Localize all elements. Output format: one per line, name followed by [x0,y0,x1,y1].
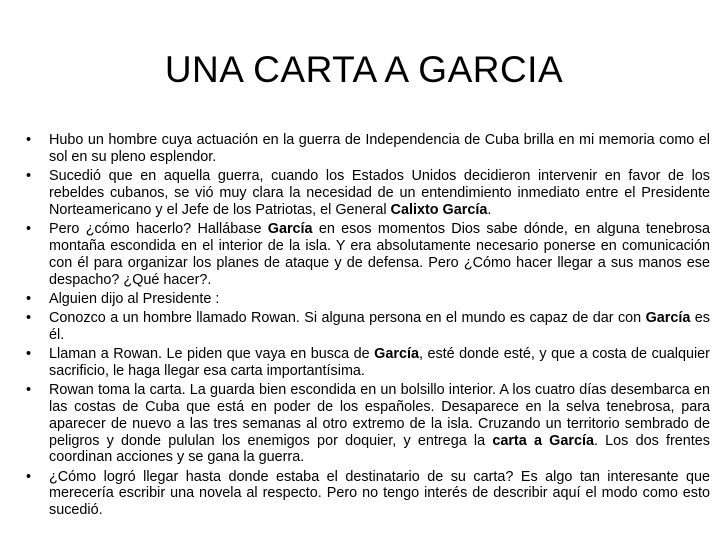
bold-name: carta a García [492,432,594,449]
bold-name: García [645,309,691,326]
bullet-icon: • [26,381,32,398]
bullet-icon: • [26,345,32,362]
bullet-text: Pero ¿cómo hacerlo? Hallábase [49,220,268,237]
bullet-icon: • [26,220,32,237]
slide-title: UNA CARTA A GARCIA [164,49,564,90]
bullet-icon: • [26,168,32,184]
bullet-icon: • [26,468,32,485]
bullet-item-2 [26,168,710,219]
bullet-text: Sucedió que en aquella guerra, cuando los Estados Unidos decidieron intervenir en favor de los rebeldes cubanos, se vió muy clara la necesidad de un entendimiento inmediato entre el Presidente Norteamericano y el Jefe de los Patriotas, el General [49,168,710,218]
bullet-text: Rowan toma la carta. La guarda bien escondida en un bolsillo interior. A los cuatro días desembarca en las costas de Cuba que está en poder de los españoles. Desaparece en la selva tenebrosa, para aparecer de nuevo a las tres semanas al otro extremo de la isla. Cruzando un territorio sembrado de peligros y donde pululan los enemigos por doquier, y entrega la [49,381,710,449]
bullet-item-5 [26,310,710,344]
bullet-text: es él. [49,309,710,343]
bullet-item-6 [26,346,710,380]
bullet-icon: • [26,290,32,307]
bullet-text: . [487,201,492,218]
bold-name: Calixto García [390,201,488,218]
bullet-item-1 [26,132,710,166]
bullet-item-3 [26,221,710,289]
bullet-text: en esos momentos Dios sabe dónde, en alguna tenebrosa montaña escondida en el interior de la isla. Y era absolutamente necesario ponerse en comunicación con él para organizar los planes de ataque y de defensa. Pero ¿Cómo hacer llegar a sus manos ese despacho? ¿Qué hacer?. [49,220,710,288]
bold-name: García [374,345,419,362]
bullet-icon: • [26,309,32,326]
bullet-text: Alguien dijo al Presidente : [49,290,220,307]
bullet-item-4 [26,291,710,308]
bullet-text: Conozco a un hombre llamado Rowan. Si alguna persona en el mundo es capaz de dar con [49,309,646,326]
bullet-item-8 [26,469,710,520]
bullet-text: , esté donde esté, y que a costa de cualquier sacrificio, le haga llegar esa carta importantísima. [49,345,710,379]
bullet-icon: • [26,132,32,148]
bullet-list [26,132,710,521]
bold-name: García [267,220,313,237]
bullet-text: Hubo un hombre cuya actuación en la guerra de Independencia de Cuba brilla en mi memoria como el sol en su pleno esplendor. [49,132,710,165]
bullet-text: . Los dos frentes coordinan acciones y se gana la guerra. [49,432,710,466]
bullet-item-7 [26,382,710,467]
bullet-text: Llaman a Rowan. Le piden que vaya en busca de [49,345,375,362]
bullet-text: ¿Cómo logró llegar hasta donde estaba el destinatario de su carta? Es algo tan interesante que merecería escribir una novela al respecto. Pero no tengo interés de describir aquí el modo como esto sucedió. [49,468,710,519]
